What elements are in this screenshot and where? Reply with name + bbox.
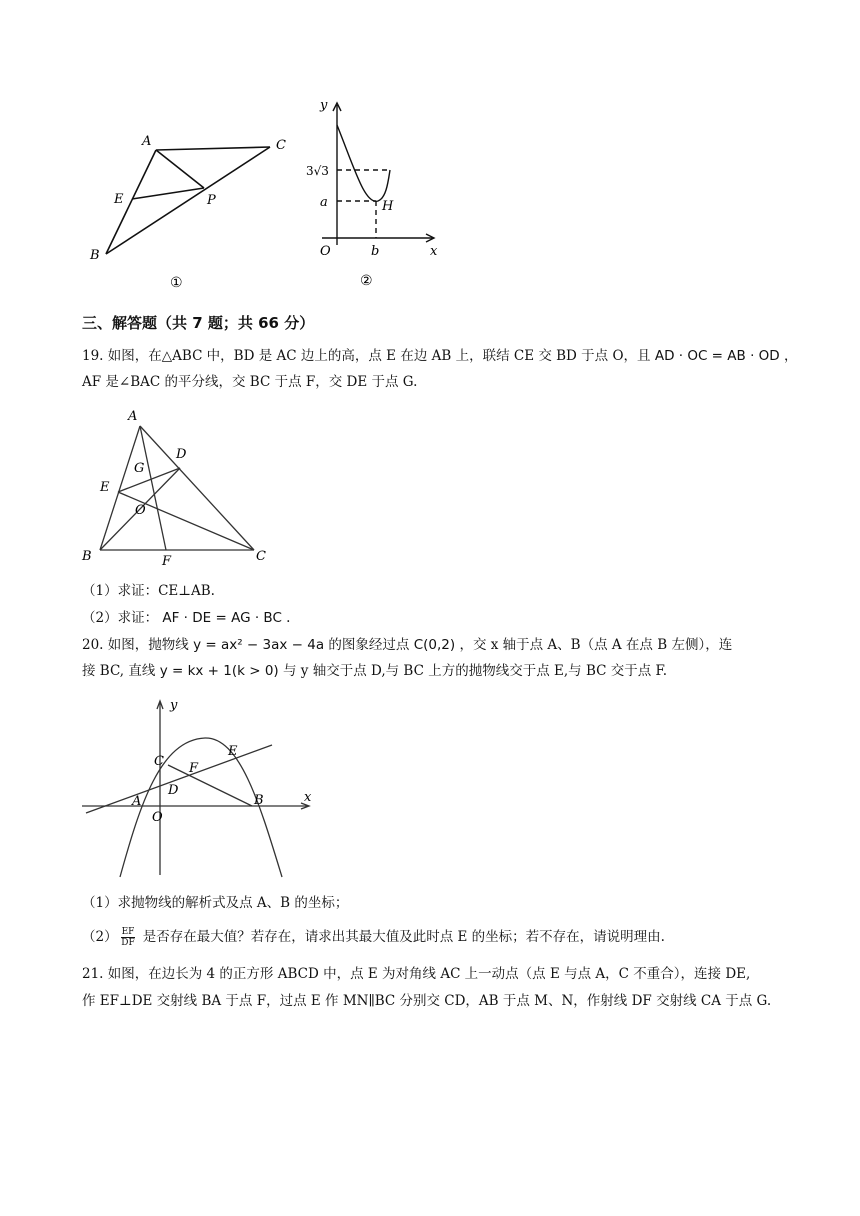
q20-fig-label-y: y <box>170 698 178 713</box>
q20-figure <box>80 695 330 880</box>
q20-point-c-math: C(0,2) <box>413 637 456 653</box>
fig1-caption: ① <box>170 275 183 290</box>
q19-line1-end: ， <box>779 348 798 364</box>
q20-part-2 <box>82 927 665 948</box>
q19-fig-label-G: G <box>134 461 145 476</box>
q19-fig-label-O: O <box>135 503 146 518</box>
q20-fig-label-B: B <box>254 793 264 808</box>
q20-fraction <box>121 927 136 948</box>
fig2-label-b: b <box>371 244 380 259</box>
q19-condition-math: AD · OC = AB · OD <box>654 348 780 364</box>
q20-fig-label-D: D <box>168 783 179 798</box>
q19-fig-label-C: C <box>256 549 266 564</box>
q19-part-2 <box>82 609 290 627</box>
q19-figure <box>78 408 278 568</box>
q19-fig-label-D: D <box>176 447 187 462</box>
fig1-label-P: P <box>207 193 216 208</box>
q19-fig-label-A: A <box>128 409 138 424</box>
q20-line1-end: ，交 x 轴于点 A、B（点 A 在点 B 左侧），连 <box>455 637 733 653</box>
q20-fig-label-O: O <box>152 810 163 825</box>
fig2-label-H: H <box>382 199 394 214</box>
q20-fraction-denominator: DF <box>121 938 135 948</box>
q20-parabola-math: y = ax² − 3ax − 4a <box>193 637 325 653</box>
q20-part-1: （1）求抛物线的解析式及点 A、B 的坐标； <box>82 895 349 911</box>
q20-line1-text: 20. 如图，抛物线 <box>82 637 194 653</box>
figure-1-triangle <box>80 125 300 290</box>
fig2-label-a: a <box>320 195 328 210</box>
q20-fig-label-x: x <box>304 790 312 805</box>
fig1-label-A: A <box>142 134 152 149</box>
q20-line1-mid: 的图象经过点 <box>324 637 414 653</box>
q20-fig-label-F: F <box>189 761 199 776</box>
fig2-label-y: y <box>320 98 328 113</box>
q19-part2-math: AF · DE = AG · BC <box>162 610 282 626</box>
fig1-label-B: B <box>90 248 100 263</box>
q21-line-2: 作 EF⊥DE 交射线 BA 于点 F，过点 E 作 MN∥BC 分别交 CD，AB 于点 M、N，作射线 DF 交射线 CA 于点 G. <box>82 993 772 1009</box>
q20-line-1 <box>82 636 732 654</box>
fig2-label-O: O <box>320 244 331 259</box>
section-heading: 三、解答题（共 7 题；共 66 分） <box>82 314 315 332</box>
q19-fig-label-E: E <box>100 480 110 495</box>
q20-fraction-numerator: EF <box>121 927 135 937</box>
q19-part2-text: （2）求证： <box>82 610 163 626</box>
q20-line-2 <box>82 662 667 680</box>
q19-line1-text: 19. 如图，在△ABC 中，BD 是 AC 边上的高，点 E 在边 AB 上，联结 CE 交 BD 于点 O，且 <box>82 348 655 364</box>
q20-line2-end: 与 y 轴交于点 D,与 BC 上方的抛物线交于点 E,与 BC 交于点 F. <box>278 663 668 679</box>
q19-part2-end: . <box>281 610 291 626</box>
q20-fig-label-C: C <box>154 754 164 769</box>
fig1-label-C: C <box>276 138 286 153</box>
q21-line-1: 21. 如图，在边长为 4 的正方形 ABCD 中，点 E 为对角线 AC 上一动点（点 E 与点 A，C 不重合），连接 DE, <box>82 966 751 982</box>
figure-2-graph <box>300 95 450 290</box>
fig2-label-3root3: 3√3 <box>306 164 329 178</box>
q20-line-math: y = kx + 1(k > 0) <box>159 663 279 679</box>
q19-line-1 <box>82 347 797 365</box>
fig2-label-x: x <box>430 244 438 259</box>
q20-fig-label-E: E <box>228 744 238 759</box>
q20-line2-text: 接 BC, 直线 <box>82 663 160 679</box>
fig1-label-E: E <box>114 192 124 207</box>
q19-part-1: （1）求证：CE⊥AB. <box>82 583 215 599</box>
q20-part2-prefix: （2） <box>82 929 118 945</box>
q20-fig-label-A: A <box>132 794 142 809</box>
fig2-caption: ② <box>360 273 373 289</box>
q19-fig-label-F: F <box>162 554 172 568</box>
q19-line-2: AF 是∠BAC 的平分线，交 BC 于点 F，交 DE 于点 G. <box>82 374 418 390</box>
q19-fig-label-B: B <box>82 549 92 564</box>
q20-part2-text: 是否存在最大值？若存在，请求出其最大值及此时点 E 的坐标；若不存在，请说明理由. <box>138 929 665 945</box>
